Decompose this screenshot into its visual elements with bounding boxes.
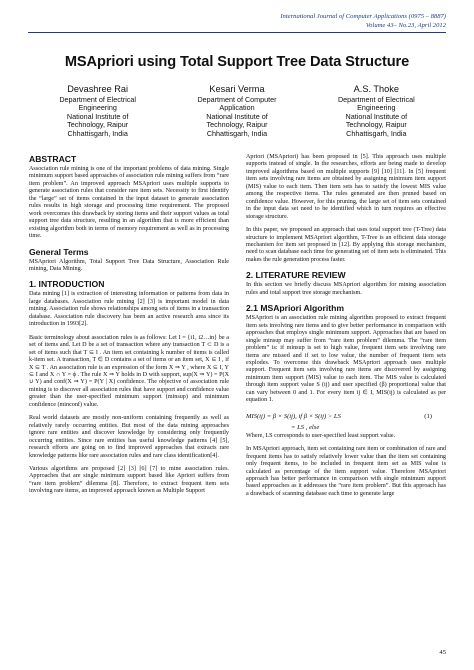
general-terms-text: MSApriori Algorithm, Total Support Tree Data Structure, Association Rule mining, Data Mining. <box>29 258 229 272</box>
header-rule <box>28 32 446 33</box>
affil-line: Department of Electrical <box>337 95 415 104</box>
affil-line: National Institute of <box>66 111 129 121</box>
ls-definition: Where, LS corresponds to user-specified least support value. <box>246 432 396 439</box>
author-name: Devashree Rai <box>67 84 129 94</box>
affil-line: National Institute of <box>345 111 408 121</box>
author-name: A.S. Thoke <box>353 84 399 94</box>
author-2 <box>167 84 306 138</box>
left-column <box>29 154 229 502</box>
affil-line: Application <box>219 103 255 113</box>
proposal-paragraph: In this paper, we proposed an approach that uses total support tree (T-Tree) data structure to implement MSApriori algorithm, T-Tree is an efficient data storage mechanism for item set proposed in [12]. By applying this storage mechanism, need to scan database each time for generating set of item sets is eliminated. This makes the rule generation process faster. <box>246 227 446 263</box>
terminology-paragraph: Basic terminology about association rules is as follows: Let I = {i1, i2…in} be a set of items and. Let D be a set of transaction where any transaction T ⊂ D is a set of items such that T ⊆ I . An item set containing k number of items is called k-item set. A transaction, T ∈ D contains a set of items or an item set, X ⊆ I , if X ⊆ T . An association rule is an expression of the form X ⇒ Y , where X ⊆ I, Y ⊆ I and X ∩ Y = ϕ . The rule X ⇒ Y holds in D with support, sup(X ⇒ Y) = P(X ∪ Y) and conf(X ⇒ Y) = P(Y | X) confidence. The objective of association rule mining is to discover all association rules that have support and confidence value greater than the user-specified minimum support (minsup) and minimum confidence (minconf) value. <box>29 334 229 408</box>
equation-line-1: MIS(ij) = β × S(ij), if β × S(ij) > LS <box>246 412 341 420</box>
review-intro-paragraph: In this section we briefly discuss MSApriori algorithm for mining association rules and total support tree storage mechanism. <box>246 282 446 296</box>
affil-line: Engineering <box>78 103 117 113</box>
affil-line: Chhattisgarh, India <box>67 128 128 138</box>
equation-number: (1) <box>424 412 432 420</box>
equation-line-2: = LS , else <box>291 423 320 431</box>
journal-name: International Journal of Computer Applications (0975 – 8887) <box>280 13 446 20</box>
author-name: Kesari Verma <box>209 84 265 94</box>
affil-line: Department of Electrical <box>59 95 137 104</box>
equation-1 <box>246 411 446 433</box>
general-terms-heading: General Terms <box>29 246 89 257</box>
right-column <box>246 154 446 504</box>
msapriori-paragraph: Apriori (MSApriori) has been proposed in [5]. This approach uses multiple supports instead of single. In the researches, efforts are being made to develop improved algorithms based on multiple supports [9] [10] [11]. In [5] frequent item sets involving rare items are obtained by assigning minimum item support (MIS) value to each item. Then item sets has to satisfy the lowest MIS value among the respective items. The rules generated are then pruned based on confidence value. However, for this pruning, the large set of item sets contained in the input data set need to be identified which in turn requires an effective storage structure. <box>246 154 446 220</box>
msapriori-algorithm-heading: 2.1 MSApriori Algorithm <box>246 303 345 314</box>
datasets-paragraph: Real world datasets are mostly non-uniform containing frequently as well as relatively rarely occurring entities. But most of the data mining approaches ignore rare entities and discover knowledge by considering only frequently occurring entities. Since rare entities has useful knowledge patterns [4] [5], research efforts are going on to find improved approaches that extracts rare knowledge patterns like rare association rules and rare class identification[4]. <box>29 415 229 459</box>
msapriori-approach-paragraph: In MSApriori approach, item set containing rare item or combination of rare and frequent items has to satisfy relatively lower value than the item set containing only frequent items, to be included in frequent item set as MIS value is calculated as percentage of the item support value. Therefore MSApriori approach has better performance in comparison with single minimum support based approaches as it addresses the “rare item problem”. But this approach has a drawback of scanning database each time to generate large <box>246 446 446 497</box>
affil-line: National Institute of <box>206 111 268 121</box>
algorithm-paragraph: MSApriori is an association rule mining algorithm proposed to extract frequent item sets involving rare items and to give better performance in comparison with approaches that employs single minimum support. Approaches that are based on single minsup may suffer from “rare item problem” dilemma. The “rare item problem” is: if minsup is set to high value, frequent item sets involving rare items are missed and if set to low value, the number of frequent item sets explodes. To overcome this drawback MSApriori approach uses multiple support. Frequent item sets involving rare items are discovered by assigning minimum item support (MIS) value to each item. The MIS value is calculated through item support value S (ij) and user specified (β) proportional value that can vary between 0 and 1. For every item ij ∈ I, MIS(ij) is calculated as per equation 1. <box>246 315 446 404</box>
literature-review-heading: 2. LITERATURE REVIEW <box>246 270 346 281</box>
author-block <box>28 84 446 138</box>
affil-line: Engineering <box>357 103 396 113</box>
abstract-heading: ABSTRACT <box>29 154 77 164</box>
journal-volume: Volume 43– No.23, April 2012 <box>365 21 446 29</box>
author-3 <box>307 84 446 138</box>
page-number: 45 <box>439 649 446 656</box>
affil-line: Department of Computer <box>197 95 277 104</box>
author-1 <box>28 84 167 138</box>
abstract-text: Association rule mining is one of the important problems of data mining. Single minimum support based approaches of association rule mining suffers from “rare item problem”. An improved approach MSApriori uses multiple supports to generate association rules that consider rare item sets. Necessity to first identify the “large” set of items contained in the input dataset to generate association rules results in high storage and processing time requirement. The proposed work overcomes this drawback by storing items and their support values as total support tree data structure, resulting in an algorithm that is more efficient than existing algorithm both in terms of memory requirement as well as in processing time. <box>29 166 229 240</box>
running-header <box>280 13 446 30</box>
intro-paragraph: Data mining [1] is extraction of interesting information or patterns from data in large databases. Association rule mining [2] [3] is important model in data mining. Association rule shows relationships among sets of items in a transaction database. Association rule discovery has been an active research area since its introduction in 1993[2]. <box>29 291 229 328</box>
affil-line: Technology, Raipur <box>345 120 407 130</box>
affil-line: Technology, Raipur <box>67 120 129 130</box>
affil-line: Technology, Raipur <box>206 120 268 130</box>
introduction-heading: 1. INTRODUCTION <box>29 279 105 290</box>
paper-title: MSApriori using Total Support Tree Data Structure <box>64 54 410 70</box>
algorithms-paragraph: Various algorithms are proposed [2] [3] [6] [7] to mine association rules. Approaches that are single minimum support based like Apriori suffers from “rare item problem” dilemma [8]. Therefore, to extract frequent item sets involving rare items, an improved approach known as Multiple Support <box>29 465 229 495</box>
affil-line: Chhattisgarh, India <box>206 128 268 138</box>
affil-line: Chhattisgarh, India <box>346 128 407 138</box>
